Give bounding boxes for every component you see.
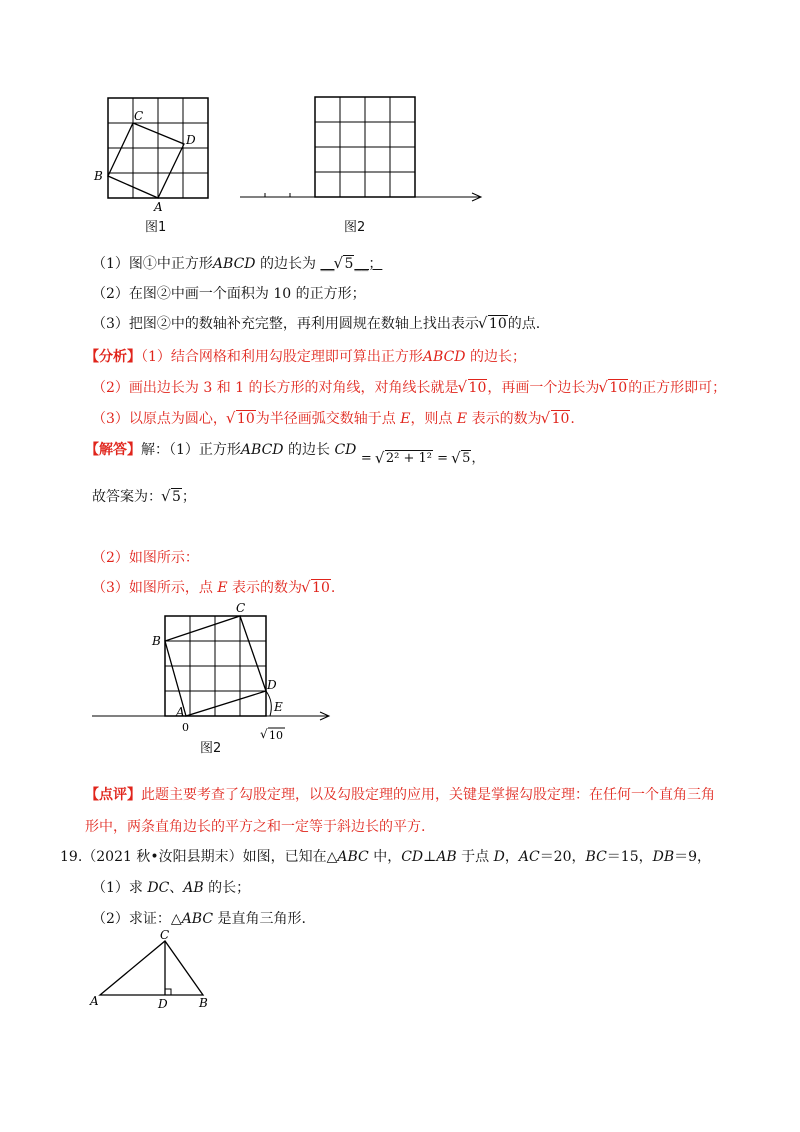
solution-line3: （2）如图所示： — [92, 550, 199, 566]
q19-stem: 19.（2021 秋•汝阳县期末）如图，已知在△ABC 中，CD⊥AB 于点 D，AC＝20，BC＝15，DB＝9， — [60, 849, 712, 865]
fig2-caption: 图2 — [344, 220, 366, 235]
sqrt-symbol: √ 5 — [334, 254, 354, 274]
fig3-caption: 图2 — [200, 741, 222, 756]
fig3-label-d: D — [267, 678, 277, 692]
sqrt-symbol: √ 10 — [479, 314, 508, 334]
q18-p1-abcd: ABCD — [212, 256, 256, 272]
q18-p1-text: （1）图①中正方形 — [92, 256, 213, 272]
fig4-label-c: C — [160, 928, 170, 942]
analysis-line3: （3）以原点为圆心，√ 10为半径画弧交数轴于点 E，则点 E 表示的数为√ 10. — [92, 409, 575, 429]
fig1-caption: 图1 — [145, 220, 167, 235]
solution-line2: 故答案为：√ 5； — [92, 487, 196, 507]
fig1-label-b: B — [94, 169, 103, 183]
fig1-label-d: D — [186, 133, 196, 147]
sqrt-symbol: √ 5 — [452, 449, 471, 469]
sqrt-symbol: √ 10 — [227, 409, 256, 429]
solution-tag: 【解答】 — [85, 442, 141, 458]
fig1-label-c: C — [134, 109, 144, 123]
solution-line1: 【解答】解：（1）正方形ABCD 的边长 CD = √ 2² + 1² = √ 5， — [85, 440, 484, 461]
q18-part3: （3）把图②中的数轴补充完整，再利用圆规在数轴上找出表示√ 10的点. — [92, 314, 540, 334]
comment-tag: 【点评】 — [85, 787, 141, 803]
q18-p1-mid: 的边长为 — [255, 256, 321, 272]
fig4-label-d: D — [158, 997, 168, 1011]
fig4-label-b: B — [199, 996, 208, 1010]
sqrt-symbol: √ 5 — [162, 487, 182, 507]
figure-solution — [88, 598, 338, 758]
solution-line4: （3）如图所示，点 E 表示的数为√ 10. — [92, 578, 335, 598]
figure-1-grid — [88, 92, 218, 232]
q18-part1 — [92, 254, 382, 274]
fig3-label-sqrt10: 10 — [269, 729, 283, 742]
fig3-label-zero: 0 — [182, 721, 189, 734]
svg-text:√: √ — [260, 727, 268, 741]
q19-part2: （2）求证：△ABC 是直角三角形. — [92, 911, 306, 927]
sqrt-symbol: √ 2² + 1² — [376, 449, 433, 469]
comment-line1: 【点评】此题主要考查了勾股定理，以及勾股定理的应用，关键是掌握勾股定理：在任何一个直角三角 — [85, 787, 715, 803]
solution-formula: = √ 2² + 1² = √ 5， — [361, 451, 485, 466]
fig1-label-a: A — [154, 200, 163, 214]
figure-triangle — [86, 928, 226, 1018]
analysis-line2: （2）画出边长为 3 和 1 的长方形的对角线，对角线长就是√ 10，再画一个边长为√ 10的正方形即可； — [92, 378, 726, 398]
q18-p1-answer: __√ 5__； — [320, 256, 382, 272]
sqrt-symbol: √ 10 — [459, 378, 488, 398]
figure-2-grid — [236, 92, 486, 212]
q19-number: 19. — [60, 849, 83, 865]
fig3-label-a: A — [176, 705, 185, 719]
fig3-label-c: C — [236, 601, 246, 615]
fig4-label-a: A — [90, 994, 99, 1008]
sqrt-symbol: √ 10 — [302, 578, 331, 598]
fig3-label-b: B — [152, 634, 161, 648]
q18-part2: （2）在图②中画一个面积为 10 的正方形； — [92, 286, 366, 302]
comment-line2: 形中，两条直角边长的平方之和一定等于斜边长的平方. — [85, 819, 426, 835]
sqrt-symbol: √ 10 — [599, 378, 628, 398]
analysis-tag: 【分析】 — [85, 349, 141, 365]
sqrt-symbol: √ 10 — [542, 409, 571, 429]
fig3-label-e: E — [274, 700, 283, 714]
analysis-line1: 【分析】（1）结合网格和利用勾股定理即可算出正方形ABCD 的边长； — [85, 349, 526, 365]
q19-part1: （1）求 DC、AB 的长； — [92, 880, 251, 896]
